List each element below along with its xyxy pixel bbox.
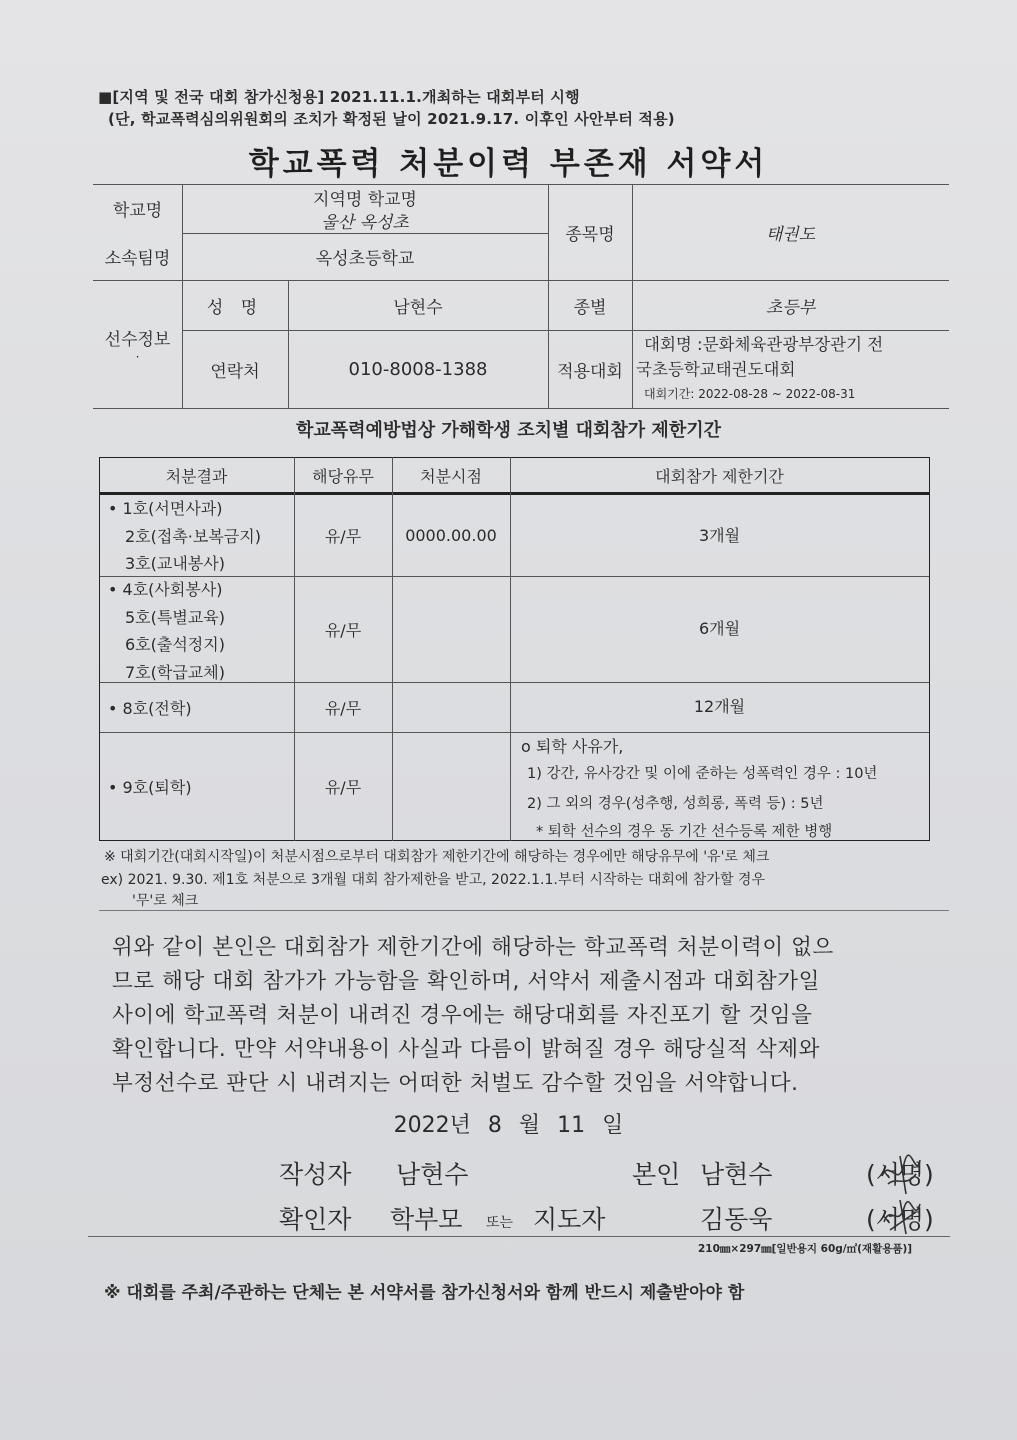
signature-label-2: (서명) <box>866 1205 934 1234</box>
writer-name: 남현수 <box>396 1160 469 1189</box>
document-title: 학교폭력 처분이력 부존재 서약서 <box>248 146 769 182</box>
header-line-1: ■[지역 및 전국 대회 참가신청용] 2021.11.1.개최하는 대회부터 시행 <box>98 88 580 106</box>
measure-5: 5호(특별교육) <box>125 607 225 627</box>
row-4-period-line-3: 2) 그 외의 경우(성추행, 성희롱, 폭력 등) : 5년 <box>527 796 824 812</box>
pledge-date: 2022년 8 월 11 일 <box>393 1113 624 1138</box>
handwritten-signature-2 <box>880 1192 926 1238</box>
confirm-label: 확인자 <box>279 1205 352 1234</box>
col-header-applicable: 해당유무 <box>312 466 374 486</box>
measure-2: 2호(접촉·보복금지) <box>125 526 261 546</box>
pledge-line-3: 사이에 학교폭력 처분이 내려진 경우에는 해당대회를 자진포기 할 것임을 <box>112 1003 813 1028</box>
measure-7: 7호(학급교체) <box>125 662 225 682</box>
contest-period: 대회기간: 2022-08-28 ~ 2022-08-31 <box>644 387 856 401</box>
school-label: 학교명 <box>112 201 163 221</box>
col-header-period: 대회참가 제한기간 <box>655 466 784 486</box>
coach-name: 김동욱 <box>700 1205 773 1234</box>
row-4-period-line-4: * 퇴학 선수의 경우 동 기간 선수등록 제한 병행 <box>536 824 833 840</box>
row-4-yesno: 유/무 <box>324 778 362 797</box>
row-4-period-line-1: o 퇴학 사유가, <box>521 737 624 756</box>
coach-label: 지도자 <box>533 1205 606 1234</box>
col-header-date: 처분시점 <box>420 466 482 486</box>
row-2-date <box>392 577 510 682</box>
self-label: 본인 <box>632 1160 681 1189</box>
pledge-line-4: 확인합니다. 만약 서약내용이 사실과 다름이 밝혀질 경우 해당실적 삭제와 <box>112 1037 820 1062</box>
measure-3: 3호(교내봉사) <box>125 554 225 573</box>
event-value: 태권도 <box>765 224 816 245</box>
contact-value: 010-8008-1388 <box>348 358 488 380</box>
measure-6: 6호(출석정지) <box>125 635 225 654</box>
notes-divider <box>99 910 949 911</box>
division-value: 초등부 <box>765 297 816 318</box>
row-3-date <box>392 683 510 732</box>
team-value: 옥성초등학교 <box>315 249 415 269</box>
table-row-2-measures <box>108 576 225 686</box>
row-3-period: 12개월 <box>693 697 746 716</box>
footer-note: ※ 대회를 주최/주관하는 단체는 본 서약서를 참가신청서와 함께 반드시 제출받아야 함 <box>104 1283 745 1303</box>
header-line-2: (단, 학교폭력심의위원회의 조치가 확정된 날이 2021.9.17. 이후인 사안부터 적용) <box>108 110 675 128</box>
division-label: 종별 <box>573 297 607 318</box>
col-header-result: 처분결과 <box>165 466 228 486</box>
name-label: 성 명 <box>206 297 264 318</box>
row-4-date <box>392 733 510 840</box>
note-line-3: '무'로 체크 <box>132 893 199 909</box>
team-label: 소속팀명 <box>104 249 171 269</box>
contact-label: 연락처 <box>210 361 260 382</box>
school-sublabel: 지역명 학교명 <box>313 189 417 210</box>
row-1-period: 3개월 <box>698 525 741 545</box>
restriction-vline-4 <box>929 457 930 841</box>
pledge-line-5: 부정선수로 판단 시 내려지는 어떠한 처벌도 감수할 것임을 서약합니다. <box>112 1071 799 1096</box>
player-info-text: 선수정보 <box>104 329 171 350</box>
name-value: 남현수 <box>393 297 443 318</box>
row-1-date: 0000.00.00 <box>405 526 497 545</box>
writer-label: 작성자 <box>279 1160 352 1189</box>
note-line-2: ex) 2021. 9.30. 제1호 처분으로 3개월 대회 참가제한을 받고, 2022.1.1.부터 시작하는 대회에 참가할 경우 <box>101 872 765 888</box>
or-label: 또는 <box>486 1215 514 1231</box>
row-2-yesno: 유/무 <box>324 621 362 640</box>
pledge-line-2: 므로 해당 대회 참가가 가능함을 확인하며, 서약서 제출시점과 대회참가일 <box>112 969 820 994</box>
row-4-period-line-2: 1) 강간, 유사강간 및 이에 준하는 성폭력인 경우 : 10년 <box>527 766 878 782</box>
restriction-section-title: 학교폭력예방법상 가해학생 조치별 대회참가 제한기간 <box>296 420 721 441</box>
contest-name-line-1: 대회명 :문화체육관광부장관기 전 <box>644 335 884 354</box>
contest-name-line-2: 국초등학교태권도대회 <box>636 360 796 379</box>
pledge-line-1: 위와 같이 본인은 대회참가 제한기간에 해당하는 학교폭력 처분이력이 없으 <box>112 935 834 960</box>
signature-label-1: (서명) <box>866 1160 934 1189</box>
measure-4: • 4호(사회봉사) <box>108 580 223 599</box>
player-info-label <box>93 280 182 408</box>
player-info-dot: · <box>135 349 140 364</box>
applied-contest-label: 적용대회 <box>557 361 623 382</box>
event-label: 종목명 <box>565 224 615 245</box>
table-row-1-measures <box>108 495 261 578</box>
measure-8: • 8호(전학) <box>108 699 192 718</box>
row-1-yesno: 유/무 <box>324 527 362 546</box>
restriction-vline-0 <box>99 457 100 841</box>
signature-divider <box>88 1236 950 1237</box>
paper-spec: 210㎜×297㎜[일반용지 60g/㎡(재활용품)] <box>698 1243 913 1255</box>
info-bottom-border <box>93 408 949 409</box>
school-value: 울산 옥성초 <box>321 212 409 233</box>
row-3-yesno: 유/무 <box>324 699 362 718</box>
handwritten-signature-1 <box>876 1150 926 1198</box>
parent-label: 학부모 <box>390 1205 463 1234</box>
note-line-1: ※ 대회기간(대회시작일)이 처분시점으로부터 대회참가 제한기간에 해당하는 경우에만 해당유무에 '유'로 체크 <box>104 849 770 865</box>
row-2-period: 6개월 <box>698 618 741 638</box>
self-name: 남현수 <box>700 1160 773 1189</box>
measure-9: • 9호(퇴학) <box>108 778 192 797</box>
measure-1: • 1호(서면사과) <box>108 499 223 518</box>
